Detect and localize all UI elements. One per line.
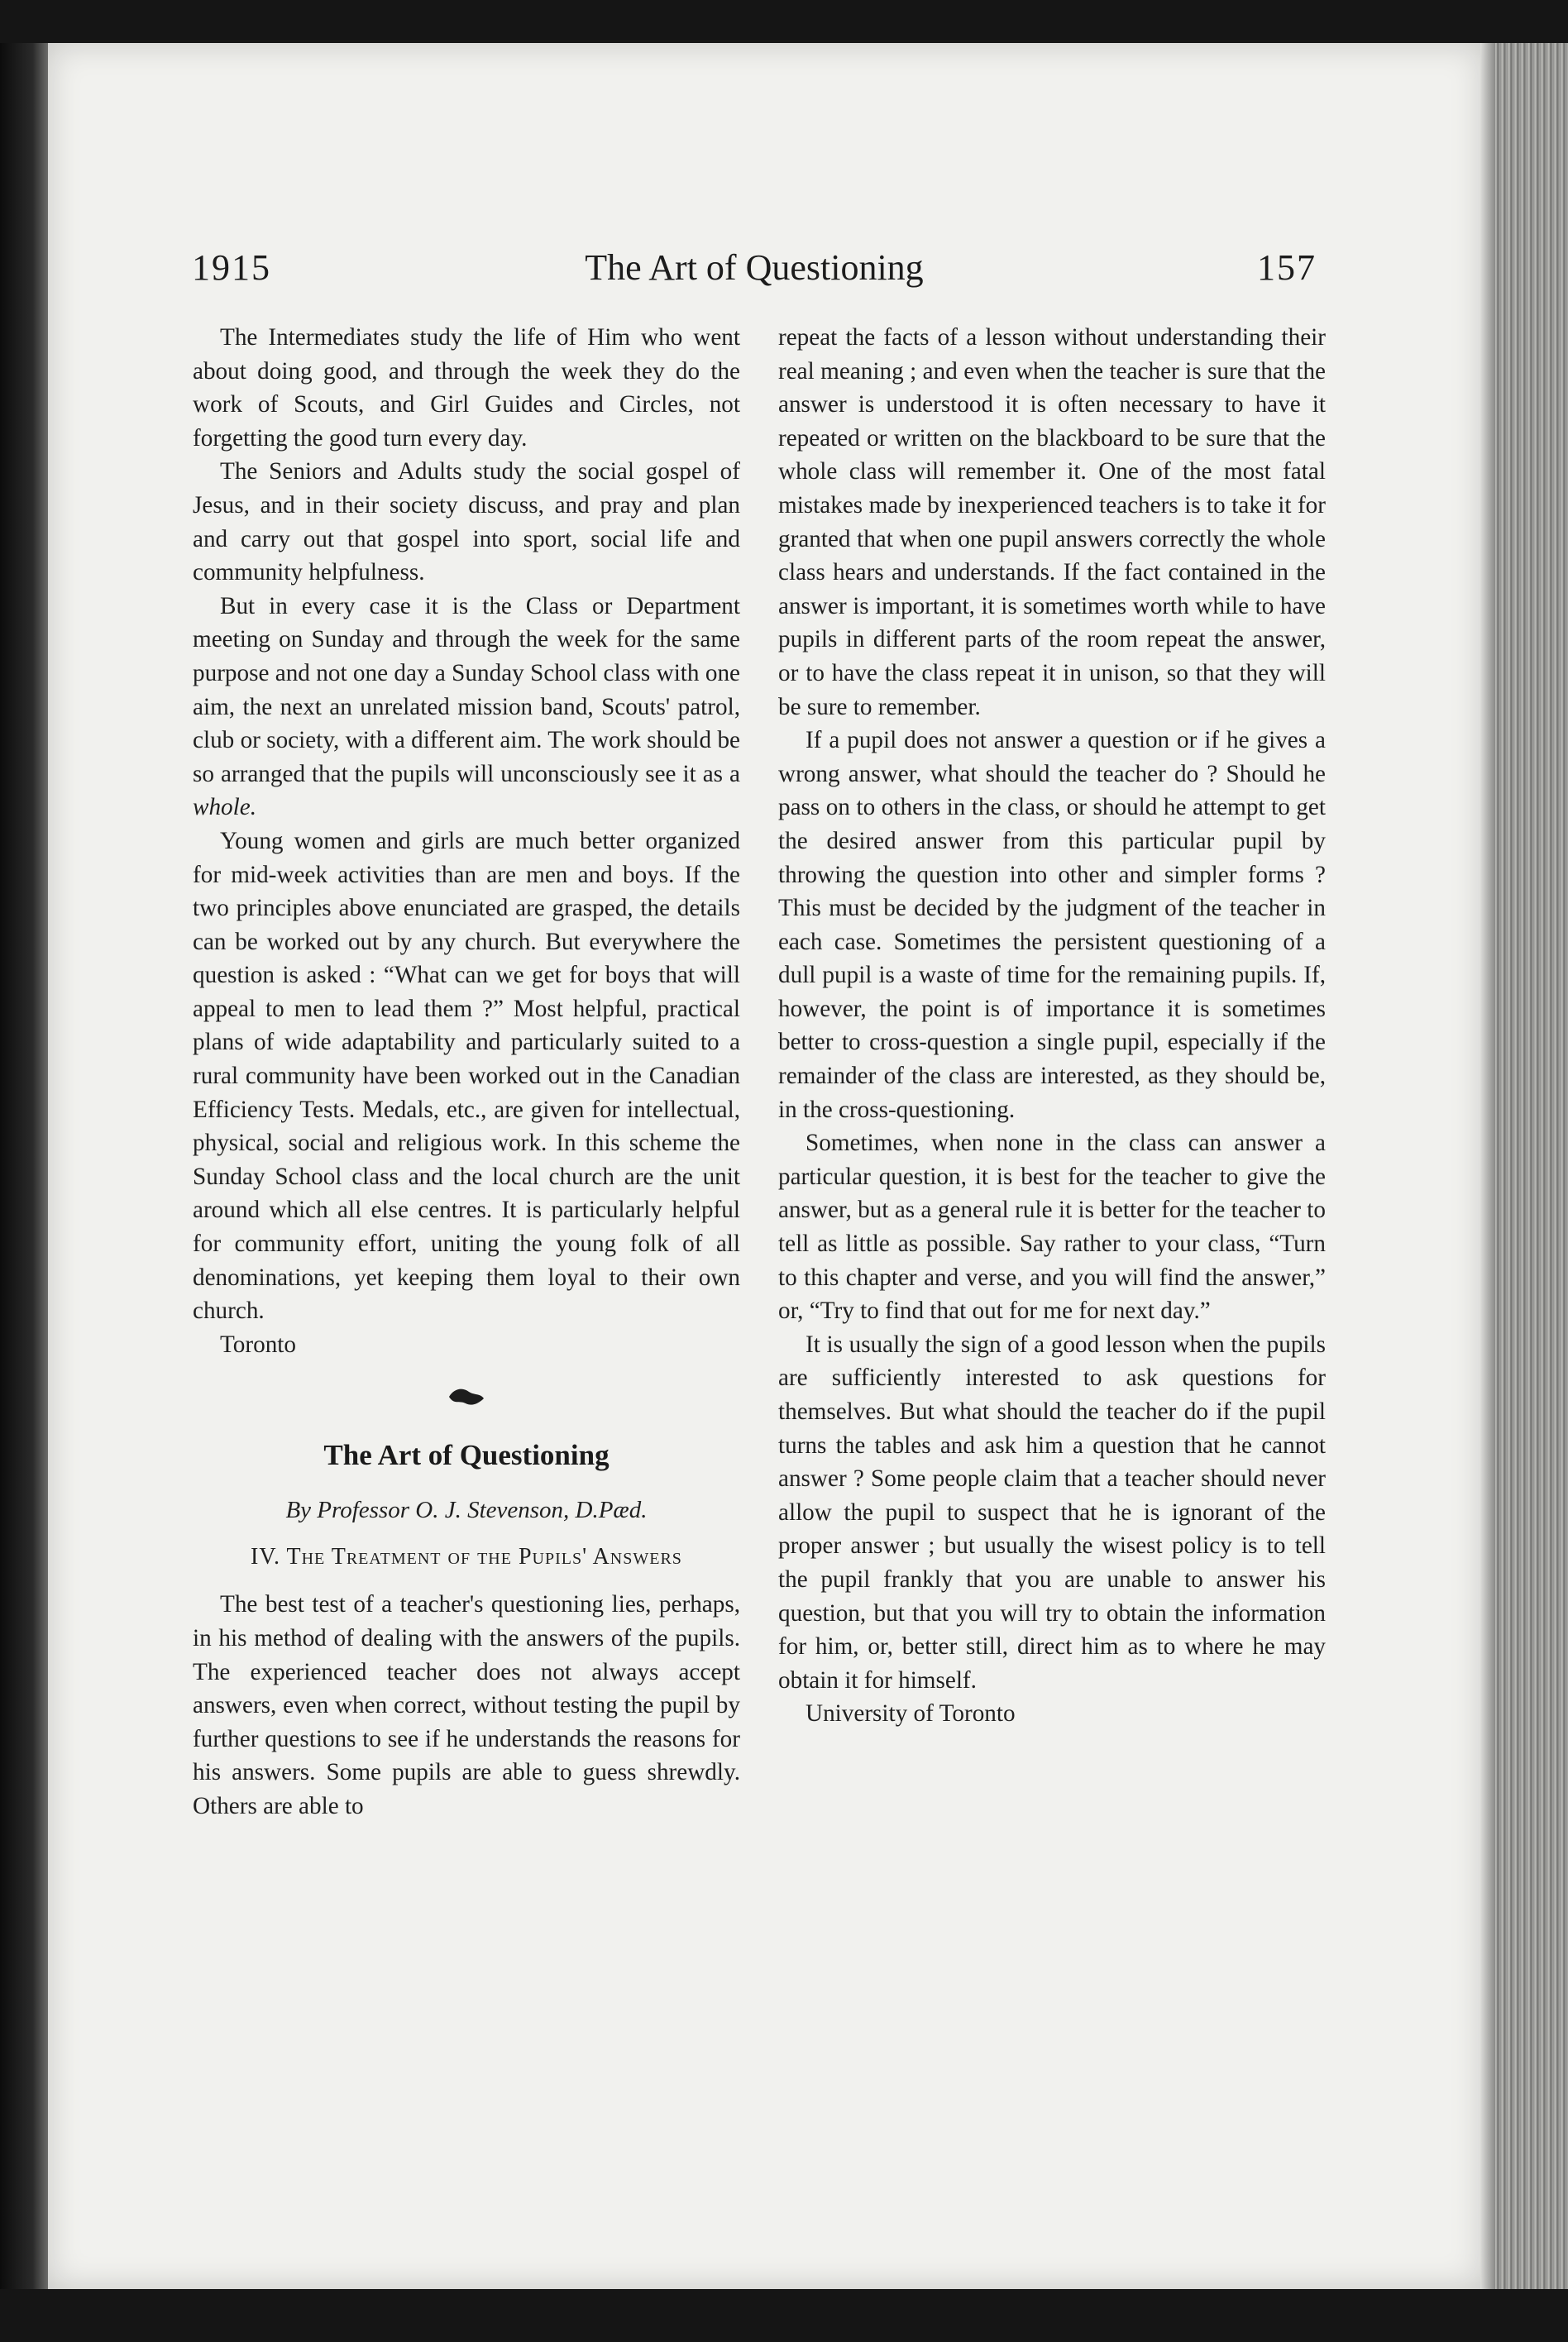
section-heading: IV. The Treatment of the Pupils' Answers (251, 1544, 682, 1570)
running-head-year: 1915 (192, 247, 271, 288)
signature-university: University of Toronto (806, 1700, 1016, 1728)
right-column (778, 321, 1326, 1731)
signature-toronto: Toronto (220, 1331, 296, 1358)
paragraph-good-lesson: It is usually the sign of a good lesson when the pupils are sufficiently interested to ask questions for themselves. But what should the teacher do if the pupil turns the tables and ask him a question that he cannot answer ? Some people claim that a teacher should never allow the pupil to suspect that he is ignorant of the proper answer ; but usually the wisest policy is to tell the pupil frankly that you are unable to answer his question, but that you will try to obtain the information for him, or, better still, direct him as to where he may obtain it for himself. (778, 1331, 1326, 1694)
left-column (193, 321, 740, 1823)
paragraph-young-women: Young women and girls are much better organized for mid-week activities than are men and boys. If the two principles above enunciated are grasped, the details can be worked out by any church. But everywhere the question is asked : “What can we get for boys that will appeal to men to lead them ?” Most helpful, practical plans of wide adaptability and particularly suited to a rural community have been worked out in the Canadian Efficiency Tests. Medals, etc., are given for intellectual, physical, social and religious work. In this scheme the Sunday School class and the local church are the unit around which all else centres. It is particularly helpful for community effort, uniting the young folk of all denominations, yet keeping them loyal to their own church. (193, 827, 740, 1325)
emphasis-whole: whole. (193, 794, 257, 821)
printers-ornament-icon (447, 1385, 485, 1410)
paragraph-none-can-answer: Sometimes, when none in the class can answer a particular question, it is best for the teacher to give the answer, but as a general rule it is better for the teacher to tell as little as possible. Say rather to your class, “Turn to this chapter and verse, and you will find the answer,” or, “Try to find that out for me for next day.” (778, 1130, 1326, 1325)
paragraph-wrong-answer: If a pupil does not answer a question or if he gives a wrong answer, what should the teacher do ? Should he pass on to others in the class, or should he attempt to get the desired answer from this particular pupil by throwing the question into other and simpler forms ? This must be decided by the judgment of the teacher in each case. Sometimes the persistent questioning of a dull pupil is a waste of time for the remaining pupils. If, however, the point is of importance it is sometimes better to cross-question a single pupil, especially if the remainder of the class are interested, as they should be, in the cross-questioning. (778, 727, 1326, 1123)
page-number: 157 (1257, 247, 1317, 288)
paragraph-repeat-facts: repeat the facts of a lesson without understanding their real meaning ; and even when the teacher is sure that the answer is understood it is often necessary to have it repeated or written on the blackboard to be sure that the whole class will remember it. One of the most fatal mistakes made by inexperienced teachers is to take it for granted that when one pupil answers correctly the whole class hears and understands. If the fact contained in the answer is important, it is sometimes worth while to have pupils in different parts of the room repeat the answer, or to have the class repeat it in unison, so that they will be sure to remember. (778, 324, 1326, 720)
paragraph-every-case (193, 590, 740, 824)
paragraph-intermediates: The Intermediates study the life of Him who went about doing good, and through the week they do the work of Scouts, and Girl Guides and Circles, not forgetting the good turn every day. (193, 324, 740, 452)
running-head-title: The Art of Questioning (585, 247, 924, 288)
page-edge-shadow (1480, 43, 1495, 2289)
paragraph-seniors: The Seniors and Adults study the social gospel of Jesus, and in their society discuss, and pray and plan and carry out that gospel into sport, social life and community helpfulness. (193, 458, 740, 586)
section-ornament (193, 1373, 740, 1422)
article-title: The Art of Questioning (323, 1439, 610, 1472)
running-head (192, 246, 1317, 304)
paragraph-best-test: The best test of a teacher's questioning lies, perhaps, in his method of dealing with the answers of the pupils. The experienced teacher does not always accept answers, even when correct, without testing the pupil by further questions to see if he understands the reasons for his answers. Some pupils are able to guess shrewdly. Others are able to (193, 1591, 740, 1819)
paragraph-every-case-text: But in every case it is the Class or Department meeting on Sunday and through the week for the same purpose and not one day a Sunday School class with one aim, the next an unrelated mission band, Scouts' patrol, club or society, with a different aim. The work should be so arranged that the pupils will unconsciously see it as a (193, 592, 740, 787)
article-byline: By Professor O. J. Stevenson, D.Pæd. (285, 1497, 648, 1524)
